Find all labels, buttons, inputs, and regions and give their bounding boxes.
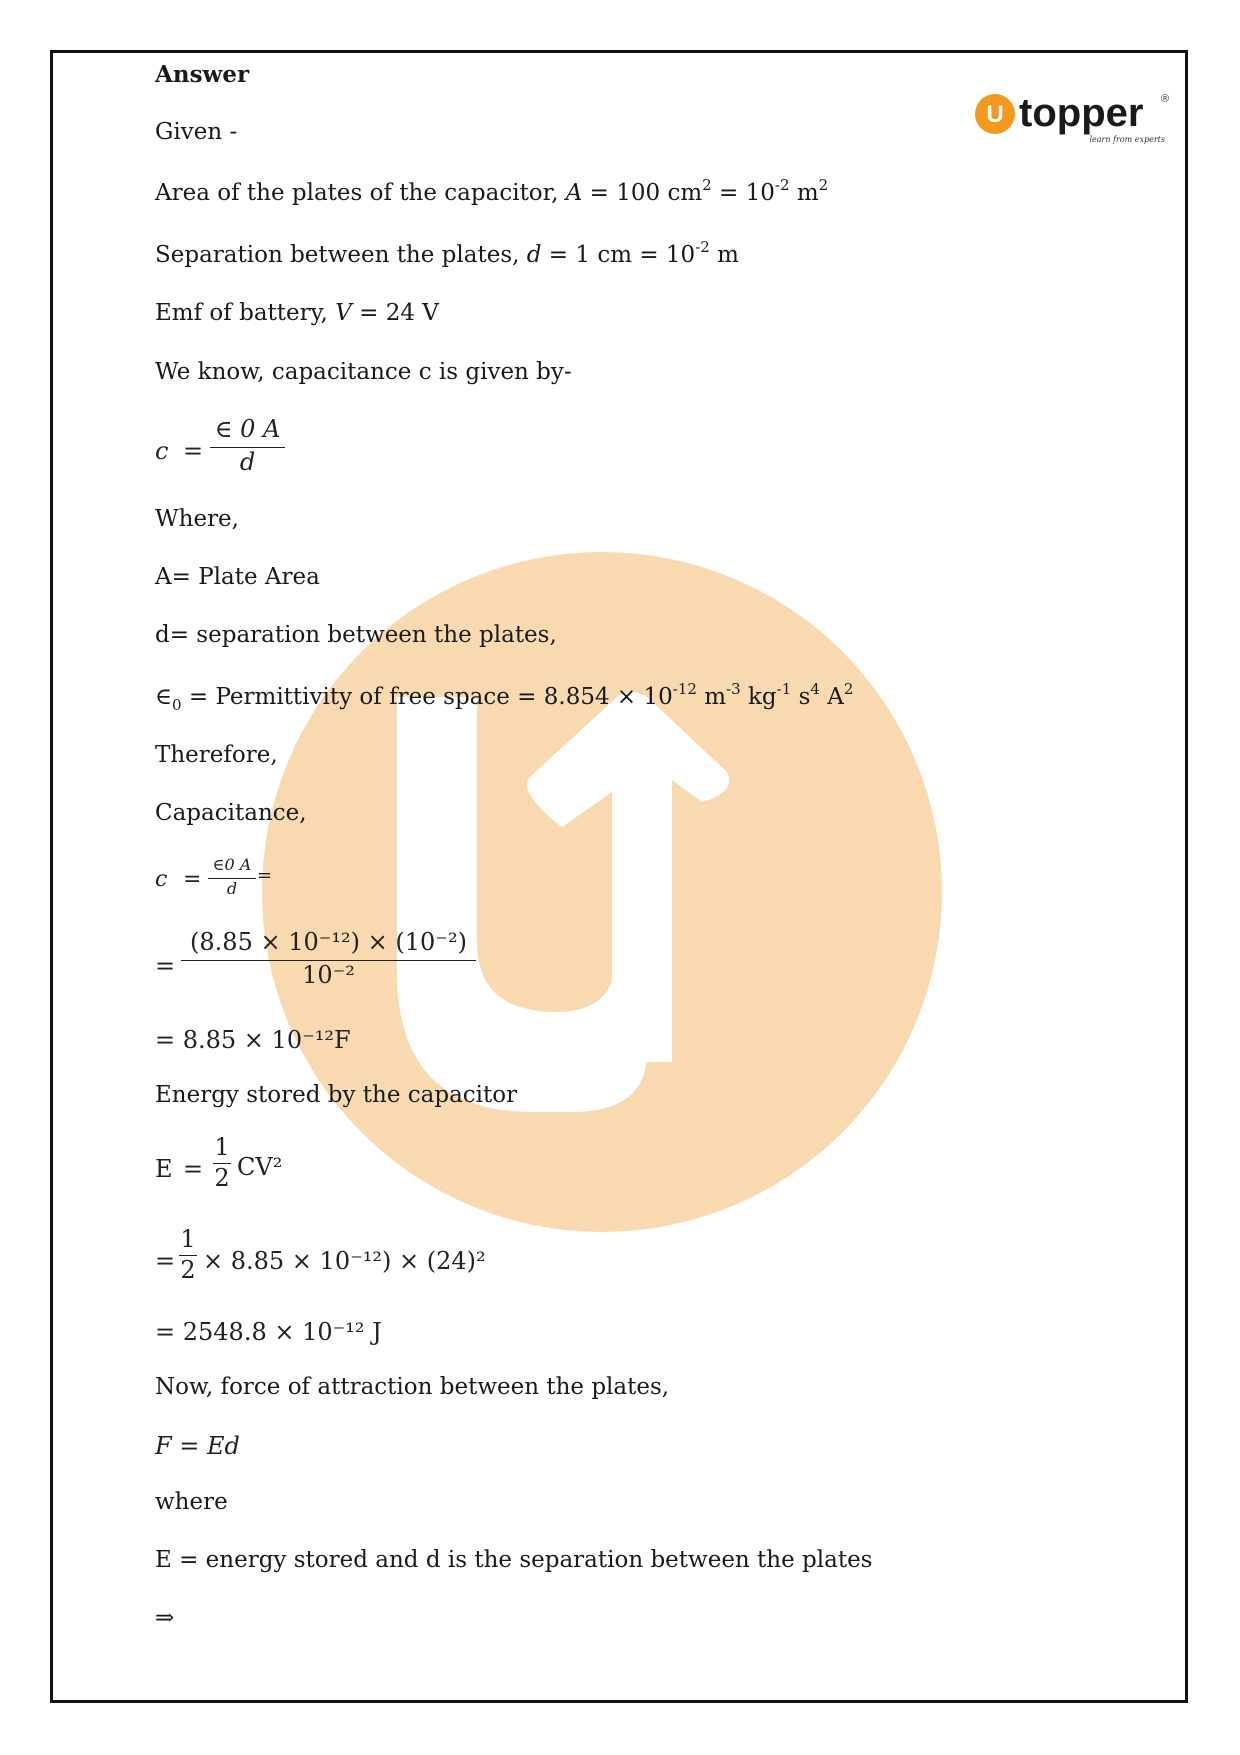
force-intro: Now, force of attraction between the plates, (155, 1374, 670, 1400)
where-label: Where, (155, 506, 239, 532)
force-formula: F = Ed (155, 1432, 240, 1460)
energy-calculation: = $\frac{1}{2}$ × 8.85 × 10⁻¹²) × (24)² (155, 1225, 486, 1284)
utopper-watermark-logo (262, 552, 942, 1232)
logo-wordmark: topper (1019, 91, 1144, 135)
logo-registered-mark: ® (1161, 93, 1170, 105)
implies-symbol: ⇒ (155, 1605, 175, 1631)
definition-area: A= Plate Area (155, 564, 320, 590)
permittivity-line: $\in_0$ = Permittivity of free space = $8.854 \times 10^{-12}$ $m^{-3}$ $kg^{-1}$ $s^4$ $A^2$ (155, 680, 854, 714)
logo-badge: U (986, 101, 1004, 128)
energy-formula: E = $\frac{1}{2}$ CV² (155, 1133, 283, 1192)
therefore-label: Therefore, (155, 742, 278, 768)
given-label: Given - (155, 119, 238, 145)
energy-result: = 2548.8 × 10⁻¹² J (155, 1318, 382, 1346)
where-label-2: where (155, 1489, 228, 1515)
capacitance-formula: c = $\frac{\in 0 A}{d}$ (155, 415, 355, 485)
capacitance-label: Capacitance, (155, 800, 307, 826)
emf-line: Emf of battery, V = 24 V (155, 300, 439, 326)
answer-heading: Answer (155, 61, 250, 88)
separation-line: Separation between the plates, d = 1 cm = $10^{-2}$ m (155, 238, 739, 268)
formula-denominator: d (210, 447, 285, 476)
capacitance-result: = 8.85 × 10⁻¹²F (155, 1026, 351, 1054)
capacitance-formula-small: c = $\frac{\in 0 A}{d}$ = (155, 855, 273, 898)
formula-numerator: ∈ 0 A (214, 415, 281, 443)
we-know-line: We know, capacitance c is given by- (155, 359, 572, 385)
logo-tagline: learn from experts (1089, 135, 1165, 144)
area-line: Area of the plates of the capacitor, A = 100 $cm^2 = 10^{-2}$ $m^2$ (155, 176, 829, 206)
utopper-logo (975, 88, 1170, 148)
definition-separation: d= separation between the plates, (155, 622, 557, 648)
capacitance-substitution: = $\frac{\text{(8.85 × 10⁻¹²) × (10⁻²)}}{\text{10⁻²}}$ (155, 928, 485, 1000)
energy-label: Energy stored by the capacitor (155, 1082, 518, 1108)
energy-definition: E = energy stored and d is the separation between the plates (155, 1547, 873, 1573)
